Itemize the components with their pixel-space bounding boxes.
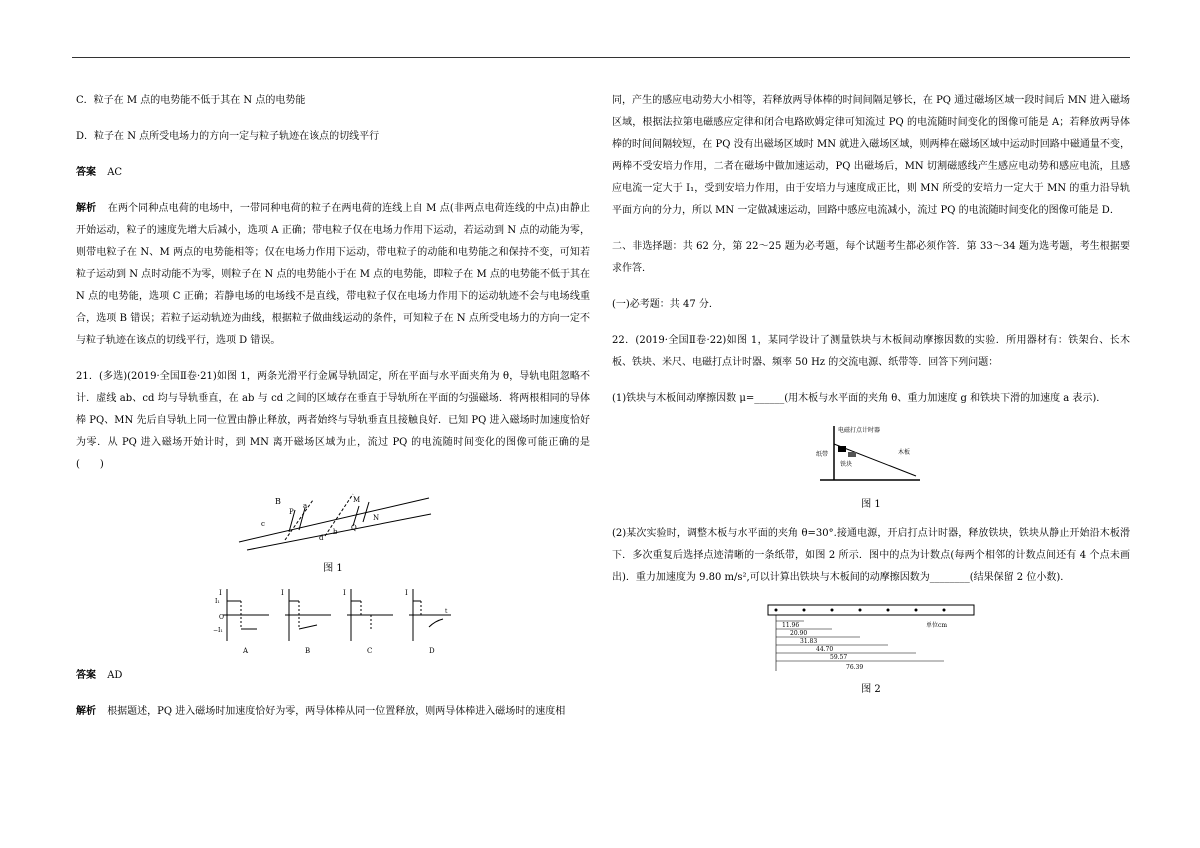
tape-measure-2: 20.90: [790, 630, 808, 637]
option-d: D．粒子在 N 点所受电场力的方向一定与粒子轨迹在该点的切线平行: [76, 131, 380, 142]
figure-apparatus: [612, 424, 1130, 491]
tape-measure-4: 44.70: [816, 646, 834, 653]
analysis-1: [76, 198, 590, 352]
header-rule: [72, 57, 1130, 58]
question-22-intro: 22．(2019·全国Ⅱ卷·22)如图 1，某同学设计了测量铁块与木板间动摩擦因数的实验．所用器材有：铁架台、长木板、铁块、米尺、电磁打点计时器、频率 50 Hz 的交流电源、纸带等．回答下列问题：: [612, 335, 1130, 368]
svg-text:M: M: [353, 496, 361, 504]
tape-measure-3: 31.83: [800, 638, 818, 645]
figure-1-caption-right: 图 1: [861, 499, 881, 510]
graph-a-i1: I₁: [215, 598, 220, 605]
analysis-1-label: 解析: [76, 203, 97, 214]
answer-2-label: 答案: [76, 670, 96, 681]
option-c: C．粒子在 M 点的电势能不低于其在 N 点的电势能: [76, 95, 306, 106]
graph-a-o: O: [219, 614, 224, 621]
answer-1-label: 答案: [76, 167, 96, 178]
tape-measure-1: 11.96: [782, 622, 800, 629]
graph-b: [281, 589, 331, 655]
figure-tape: [612, 603, 1130, 676]
svg-text:N: N: [373, 514, 380, 522]
svg-text:Q: Q: [351, 524, 357, 532]
tape-measure-5: 59.57: [830, 654, 848, 661]
graph-d-label: D: [429, 647, 435, 655]
current-graphs: [76, 587, 590, 657]
analysis-2-text: 根据题述，PQ 进入磁场时加速度恰好为零，两导体棒从同一位置释放，则两导体棒进入磁场时的速度相: [107, 706, 566, 717]
label-tape: 纸带: [816, 451, 829, 458]
svg-text:c: c: [261, 520, 265, 528]
section-title: 二、非选择题：共 62 分，第 22～25 题为必考题，每个试题考生都必须作答．第 33～34 题为选考题，考生根据要求作答．: [612, 241, 1130, 274]
tape-diagram: [766, 603, 976, 673]
left-column: [76, 90, 590, 737]
analysis-1-text: 在两个同种点电荷的电场中，一带同种电荷的粒子在两电荷的连线上自 M 点(非两点电荷连线的中点)由静止开始运动，粒子的速度先增大后减小，选项 A 正确；带电粒子仅在电场力作用下运动，若运动到 N 点的动能为零，则带电粒子在 N、M 两点的电势能相等；仅在电场力作用下运动，带电粒子的动能和电势能之和保持不变，可知若粒子运动到 N 点时动能不为零，则粒子在 N 点的电势能小于在 M 点的电势能，即粒子在 M 点的电势能不低于其在 N 点的电势能，选项 C 正确；若静电场的电场线不是直线，带电粒子仅在电场力作用下的运动轨迹不会与电场线重合，选项 B 错误；若粒子运动轨迹为曲线，根据粒子做曲线运动的条件，可知粒子在 N 点所受电场力的方向一定不与粒子轨迹在该点的切线平行，选项 D 错误。: [76, 203, 590, 346]
graph-b-label: B: [305, 647, 311, 655]
graph-c-label: C: [367, 647, 373, 655]
question-21: 21．(多选)(2019·全国Ⅱ卷·21)如图 1，两条光滑平行金属导轨固定，所在平面与水平面夹角为 θ，导轨电阻忽略不计．虚线 ab、cd 均与导轨垂直，在 ab 与 cd 之间的区域存在垂直于导轨所在平面的匀强磁场．将两根相同的导体棒 PQ、MN 先后自导轨上同一位置由静止释放，两者始终与导轨垂直且接触良好．已知 PQ 进入磁场时加速度恰好为零．从 PQ 进入磁场开始计时，到 MN 离开磁场区域为止，流过 PQ 的电流随时间变化的图像可能正确的是( ): [76, 371, 590, 470]
svg-text:b: b: [333, 528, 338, 536]
svg-text:B: B: [275, 497, 281, 506]
graph-a-i: I: [219, 589, 222, 597]
answer-1: [76, 162, 590, 184]
rails-diagram: [233, 490, 433, 552]
figure-2-caption: 图 2: [861, 684, 881, 695]
figure-1-caption-left: 图 1: [323, 563, 343, 574]
graph-a-negi1: −I₁: [213, 627, 223, 634]
answer-2-value: AD: [107, 670, 123, 681]
answer-1-value: AC: [107, 167, 123, 178]
tape-unit: 单位cm: [926, 622, 948, 629]
analysis-2-continuation: 同，产生的感应电动势大小相等，若释放两导体棒的时间间隔足够长，在 PQ 通过磁场区域一段时间后 MN 进入磁场区域，根据法拉第电磁感应定律和闭合电路欧姆定律可知流过 PQ 的电流随时间变化的图像可能是 A；若释放两导体棒的时间间隔较短，在 PQ 没有出磁场区域时 MN 就进入磁场区域，则两棒在磁场区域中运动时回路中磁通量不变，两棒不受安培力作用，二者在磁场中做加速运动，PQ 出磁场后，MN 切割磁感线产生感应电动势和感应电流，且感应电流一定大于 I₁，受到安培力作用，由于安培力与速度成正比，则 MN 所受的安培力一定大于 MN 的重力沿导轨平面方向的分力，所以 MN 一定做减速运动，回路中感应电流减小，流过 PQ 的电流随时间变化的图像可能是 D．: [612, 95, 1130, 216]
svg-text:d: d: [319, 534, 324, 542]
current-graphs-svg: [213, 587, 453, 657]
graph-c: [343, 589, 393, 655]
graph-a-label: A: [243, 647, 249, 655]
graph-d-i: I: [405, 589, 408, 597]
label-timer: 电磁打点计时器: [838, 427, 881, 434]
figure-rails: [76, 490, 590, 555]
subsection-title: (一)必考题：共 47 分．: [612, 299, 719, 310]
label-block: 铁块: [840, 461, 853, 468]
svg-text:a: a: [303, 502, 308, 510]
right-column: [612, 90, 1130, 708]
answer-2: [76, 665, 590, 687]
svg-text:P: P: [289, 508, 294, 516]
question-22-part-1: (1)铁块与木板间动摩擦因数 μ=______(用木板与水平面的夹角 θ、重力加速度 g 和铁块下滑的加速度 a 表示)．: [612, 393, 1107, 404]
graph-d: [405, 589, 451, 655]
graph-d-t: t: [445, 608, 448, 615]
analysis-2-label: 解析: [76, 706, 96, 717]
graph-c-i: I: [343, 589, 346, 597]
analysis-2: [76, 701, 590, 723]
apparatus-diagram: [816, 424, 926, 488]
question-22-part-2: (2)某次实验时，调整木板与水平面的夹角 θ=30°.接通电源，开启打点计时器，释放铁块，铁块从静止开始沿木板滑下．多次重复后选择点迹清晰的一条纸带，如图 2 所示．图中的点为计数点(每两个相邻的计数点间还有 4 个点未画出)．重力加速度为 9.80 m/s²,可以计算出铁块与木板间的动摩擦因数为________(结果保留 2 位小数)．: [612, 528, 1130, 583]
graph-a: [213, 589, 269, 655]
graph-b-i: I: [281, 589, 284, 597]
label-board: 木板: [898, 449, 911, 456]
tape-measure-6: 76.39: [846, 664, 864, 671]
